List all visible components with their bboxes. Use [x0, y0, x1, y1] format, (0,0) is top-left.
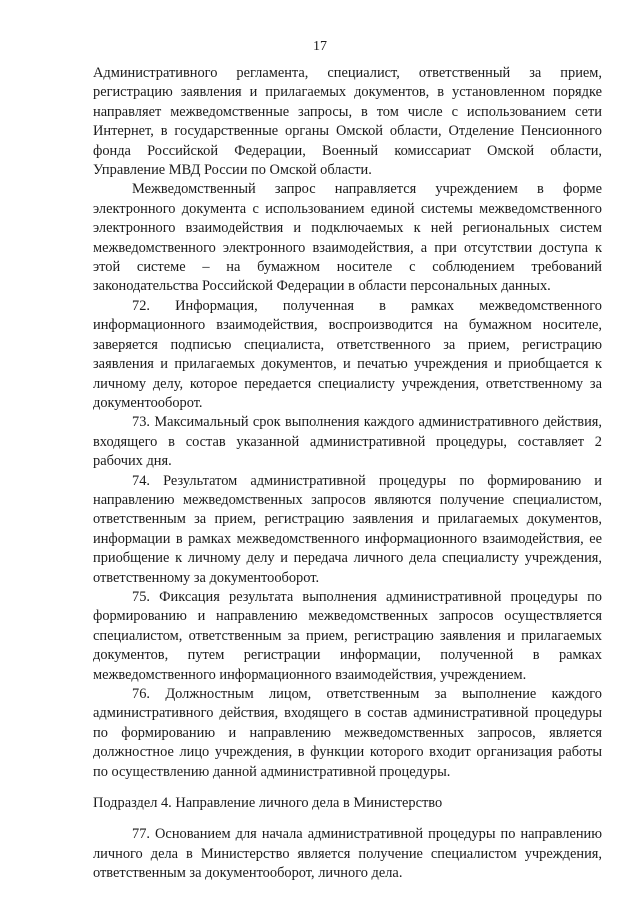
- paragraph-77: 77. Основанием для начала административной процедуры по направлению личного дела в Министерство является получение специалистом учреждения, ответственным за документооборот, личного дела.: [93, 826, 602, 882]
- body-text: [93, 64, 602, 884]
- paragraph-72: 72. Информация, полученная в рамках межведомственного информационного взаимодействия, воспроизводится на бумажном носителе, заверяется подписью специалиста, ответственного за прием, регистрацию заявления и прилагаемых документов, и печатью учреждения и приобщается к личному делу, которое передается специалисту учреждения, ответственному за документооборот.: [93, 297, 602, 411]
- paragraph-76: 76. Должностным лицом, ответственным за выполнение каждого административного действия, входящего в состав административной процедуры по формированию и направлению межведомственных запросов, является должностное лицо учреждения, в функции которого входит организация работы по осуществлению данной административной процедуры.: [93, 686, 602, 780]
- paragraph-continuation: Административного регламента, специалист, ответственный за прием, регистрацию заявления и прилагаемых документов, в установленном порядке направляет межведомственные запросы, в том числе с использованием сети Интернет, в государственные органы Омской области, Отделение Пенсионного фонда Российской Федерации, Военный комиссариат Омской области, Управление МВД России по Омской области.: [93, 65, 602, 179]
- paragraph-74: 74. Результатом административной процедуры по формированию и направлению межведомственных запросов являются получение специалистом, ответственным за прием, регистрацию заявления и прилагаемых документов, информации в рамках межведомственного информационного взаимодействия, ее приобщение к личному делу и передача личного дела специалисту учреждения, ответственному за документооборот.: [93, 472, 602, 586]
- paragraph-interagency-request: Межведомственный запрос направляется учреждением в форме электронного документа с использованием единой системы межведомственного электронного взаимодействия и подключаемых к ней региональных систем межведомственного электронного взаимодействия, а при отсутствии доступа к этой системе – на бумажном носителе с соблюдением требований законодательства Российской Федерации в области персональных данных.: [93, 181, 602, 295]
- subsection-heading: Подраздел 4. Направление личного дела в Министерство: [93, 795, 443, 812]
- paragraph-73: 73. Максимальный срок выполнения каждого административного действия, входящего в состав указанной административной процедуры, составляет 2 рабочих дня.: [93, 414, 602, 470]
- paragraph-75: 75. Фиксация результата выполнения административной процедуры по формированию и направлению межведомственных запросов осуществляется специалистом, ответственным за прием, регистрацию заявления и прилагаемых документов, путем регистрации информации, полученной в рамках межведомственного информационного взаимодействия, учреждением.: [93, 588, 602, 683]
- page-number: 17: [313, 39, 327, 54]
